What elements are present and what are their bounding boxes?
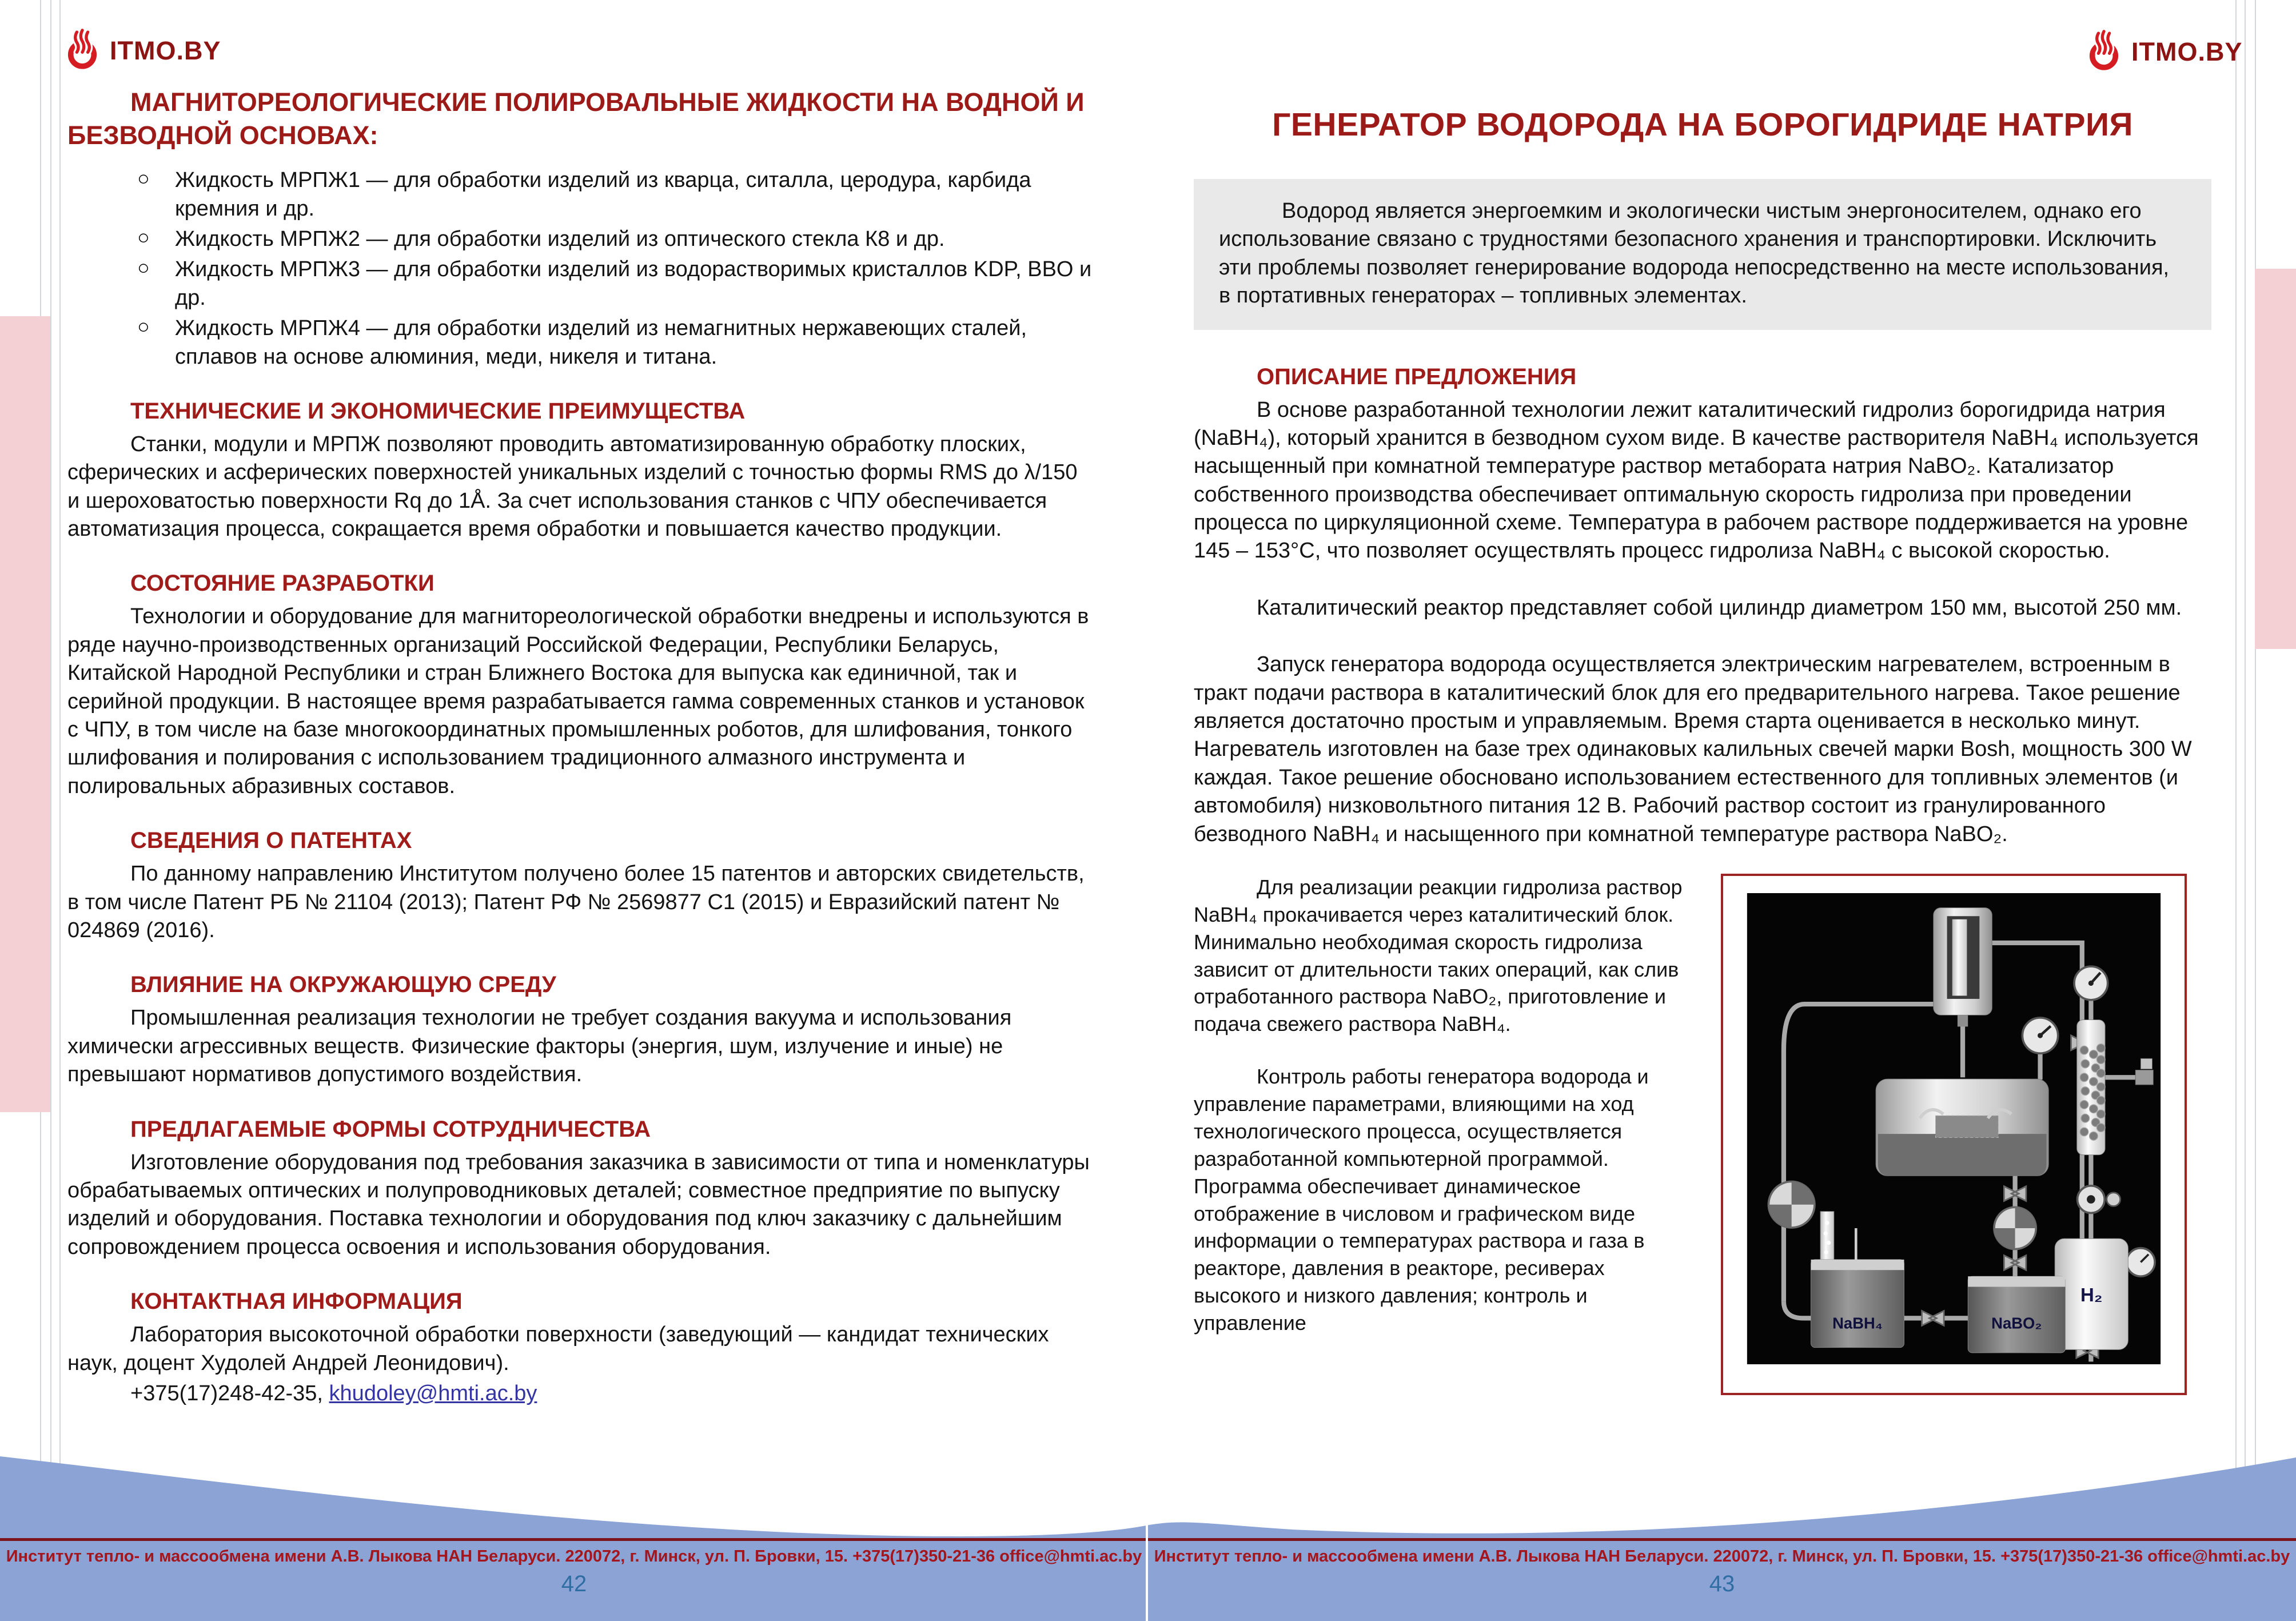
description-paragraph-4: Для реализации реакции гидролиза раствор NaBH₄ прокачивается через каталитический блок. Минимально необходимая скорость гидролиза зависит от длительности таких операций, как слив отработанного раствора NaBO₂, приготовление и подача свежего раствора NaBH₄.	[1194, 875, 1683, 1036]
contact-line	[67, 1380, 1092, 1408]
section-heading: ПРЕДЛАГАЕМЫЕ ФОРМЫ СОТРУДНИЧЕСТВА	[130, 1116, 651, 1142]
flame-icon	[64, 29, 101, 73]
text-and-figure-row	[1194, 874, 2211, 1395]
hydrogen-generator-figure	[1721, 874, 2187, 1395]
flame-icon	[2086, 30, 2122, 74]
description-paragraph-2: Каталитический реактор представляет собой цилиндр диаметром 150 мм, высотой 250 мм.	[1257, 595, 2182, 620]
list-item	[67, 166, 1092, 223]
intro-paragraph: Водород является энергоемким и экологически чистым энергоносителем, однако его использование связано с трудностями безопасного хранения и транспортировки. Исключить эти проблемы позволяет генерирование водорода непосредственно на месте использования, в портативных генераторах – топливных элементах.	[1219, 198, 2170, 308]
bullet-text: Жидкость МРПЖ2 — для обработки изделий из оптического стекла К8 и др.	[175, 226, 945, 251]
footer-rule	[0, 1538, 2296, 1541]
bullet-circle-icon: ○	[137, 256, 150, 280]
pump-icon	[1994, 1207, 2036, 1249]
bullet-circle-icon: ○	[137, 225, 150, 249]
bullet-circle-icon: ○	[137, 314, 150, 338]
h2-label: H₂	[2080, 1284, 2103, 1306]
catalytic-reactor	[1876, 1079, 2048, 1176]
nabo2-label: NaBO₂	[1991, 1314, 2042, 1332]
right-edge-line-2	[2245, 0, 2246, 1621]
hydrogen-receiver-tank	[2055, 1238, 2128, 1349]
contact-email-link[interactable]: khudoley@hmti.ac.by	[329, 1381, 537, 1405]
list-item	[67, 314, 1092, 371]
left-pink-band	[0, 316, 50, 1112]
section-body: Промышленная реализация технологии не требует создания вакуума и использования химически агрессивных веществ. Физические факторы (энергия, шум, излучение и иные) не превышают нормативов допустимого воздействия.	[67, 1006, 1012, 1087]
section-offer-description	[1194, 362, 2211, 849]
section-heading: ОПИСАНИЕ ПРЕДЛОЖЕНИЯ	[1257, 364, 1577, 389]
page-number-right: 43	[1709, 1571, 1735, 1596]
section-body: По данному направлению Институтом получено более 15 патентов и авторских свидетельств, в том числе Патент РБ № 21104 (2013); Патент РФ № 2569877 С1 (2015) и Евразийский патент № 024869 (2016).	[67, 862, 1085, 942]
left-edge-line-3	[59, 0, 61, 1621]
pressure-gauge-icon	[2074, 966, 2108, 1000]
list-item	[67, 225, 1092, 253]
description-paragraph-1: В основе разработанной технологии лежит каталитический гидролиз борогидрида натрия (NaBH₄), который хранится в безводном сухом виде. В качестве растворителя NaBH₄ используется насыщенный при комнатной температуре раствор метабората натрия NaBO₂. Катализатор собственного производства обеспечивает оптимальную скорость гидролиза при проведении процесса по циркуляционной схеме. Температура в рабочем растворе поддерживается на уровне 145 – 153°С, что позволяет осуществлять процесс гидролиза NaBH₄ с высокой скоростью.	[1194, 397, 2199, 563]
nabo2-tank	[1968, 1276, 2065, 1353]
right-page-title: ГЕНЕРАТОР ВОДОРОДА НА БОРОГИДРИДЕ НАТРИЯ	[1272, 106, 2133, 143]
section-heading: СВЕДЕНИЯ О ПАТЕНТАХ	[130, 828, 412, 854]
logo-left	[64, 29, 221, 73]
logo-text: ITMO.BY	[2131, 37, 2243, 66]
hydrogen-generator-schematic	[1739, 893, 2169, 1364]
pressure-gauge-icon	[2022, 1018, 2058, 1053]
logo-right	[2086, 30, 2243, 74]
figure-side-text	[1194, 874, 1697, 1395]
description-paragraph-3: Запуск генератора водорода осуществляется электрическим нагревателем, встроенным в тракт подачи раствора в каталитический блок для его предварительного нагрева. Такое решение является достаточно простым и управляемым. Время старта оценивается в несколько минут. Нагреватель изготовлен на базе трех одинаковых калильных свечей марки Bosh, мощность 300 W каждая. Такое решение обосновано использованием естественного для топливных элементов (и автомобиля) низковольтного питания 12 В. Рабочий раствор состоит из гранулированного безводного NaBH₄ и насыщенного при комнатной температуре раствора NaBO₂.	[1194, 652, 2192, 846]
left-page	[67, 86, 1092, 1408]
section-cooperation	[67, 1114, 1092, 1262]
section-heading: ТЕХНИЧЕСКИЕ И ЭКОНОМИЧЕСКИЕ ПРЕИМУЩЕСТВА	[130, 398, 746, 424]
section-development-state	[67, 568, 1092, 800]
contact-phone: +375(17)248-42-35,	[130, 1381, 323, 1405]
section-contacts	[67, 1287, 1092, 1408]
nabh4-label: NaBH₄	[1832, 1314, 1883, 1332]
condenser-vessel	[1934, 908, 1992, 1027]
left-page-title: МАГНИТОРЕОЛОГИЧЕСКИЕ ПОЛИРОВАЛЬНЫЕ ЖИДКОСТИ НА ВОДНОЙ И БЕЗВОДНОЙ ОСНОВАХ:	[67, 87, 1085, 150]
section-patents	[67, 826, 1092, 945]
right-page	[1194, 86, 2211, 1395]
right-edge-line-1	[2235, 0, 2237, 1621]
fluid-bullet-list	[67, 166, 1092, 371]
footer-institute-left: Институт тепло- и массообмена имени А.В. Лыкова НАН Беларуси. 220072, г. Минск, ул. П. Бровки, 15. +375(17)350-21-36 office@hmti.ac.by	[6, 1547, 1142, 1566]
pump-icon	[1768, 1181, 1815, 1228]
section-environment	[67, 970, 1092, 1089]
logo-text: ITMO.BY	[110, 35, 221, 65]
bullet-text: Жидкость МРПЖ4 — для обработки изделий из немагнитных нержавеющих сталей, сплавов на основе алюминия, меди, никеля и титана.	[175, 316, 1027, 369]
pressure-gauge-icon	[2127, 1248, 2155, 1276]
section-advantages	[67, 396, 1092, 544]
section-body: Изготовление оборудования под требования заказчика в зависимости от типа и номенклатуры обрабатываемых оптических и полупроводниковых деталей; совместное предприятие по выпуску изделий и оборудования. Поставка технологии и оборудования под ключ заказчику с дальнейшим сопровождением процесса освоения и использования оборудования.	[67, 1150, 1090, 1259]
description-paragraph-5: Контроль работы генератора водорода и управление параметрами, влияющими на ход технологического процесса, осуществляется разработанной компьютерной программой. Программа обеспечивает динамическое отображение в числовом и графическом виде информации о температурах раствора и газа в реакторе, давления в реакторе, ресиверах высокого и низкого давления; контроль и управление	[1194, 1065, 1649, 1335]
right-pink-band	[2255, 269, 2296, 649]
bullet-text: Жидкость МРПЖ3 — для обработки изделий из водорастворимых кристаллов KDP, BBO и др.	[175, 257, 1092, 310]
section-body: Станки, модули и МРПЖ позволяют проводить автоматизированную обработку плоских, сферических и асферических поверхностей уникальных изделий с точностью формы RMS до λ/150 и шероховатостью поверхности Rq до 1Å. За счет использования станков с ЧПУ обеспечивается автоматизация процесса, сокращается время обработки и повышается качество продукции.	[67, 432, 1078, 541]
left-edge-line-2	[50, 0, 51, 1621]
footer-institute-right: Институт тепло- и массообмена имени А.В. Лыкова НАН Беларуси. 220072, г. Минск, ул. П. Бровки, 15. +375(17)350-21-36 office@hmti.ac.by	[1154, 1547, 2290, 1566]
bullet-text: Жидкость МРПЖ1 — для обработки изделий из кварца, ситалла, церодура, карбида кремния и др.	[175, 168, 1031, 221]
list-item	[67, 256, 1092, 312]
section-heading: КОНТАКТНАЯ ИНФОРМАЦИЯ	[130, 1289, 463, 1315]
contact-body: Лаборатория высокоточной обработки поверхности (заведующий — кандидат технических наук, доцент Худолей Андрей Леонидович).	[67, 1323, 1049, 1375]
section-body: Технологии и оборудование для магнитореологической обработки внедрены и используются в ряде научно-производственных организаций Российской Федерации, Республики Беларусь, Китайской Народной Республики и стран Ближнего Востока для выпуска как единичной, так и серийной продукции. В настоящее время разрабатывается гамма современных станков и установок с ЧПУ, в том числе на базе многокоординатных промышленных роботов, для шлифования, тонкого шлифования и полирования с использованием традиционного алмазного инструмента и полировальных абразивных составов.	[67, 604, 1089, 798]
intro-highlight-box	[1194, 179, 2211, 330]
right-edge-line-3	[2255, 0, 2256, 1621]
section-heading: СОСТОЯНИЕ РАЗРАБОТКИ	[130, 571, 435, 596]
page-number-left: 42	[561, 1571, 587, 1596]
section-heading: ВЛИЯНИЕ НА ОКРУЖАЮЩУЮ СРЕДУ	[130, 972, 556, 998]
bullet-circle-icon: ○	[137, 166, 150, 190]
